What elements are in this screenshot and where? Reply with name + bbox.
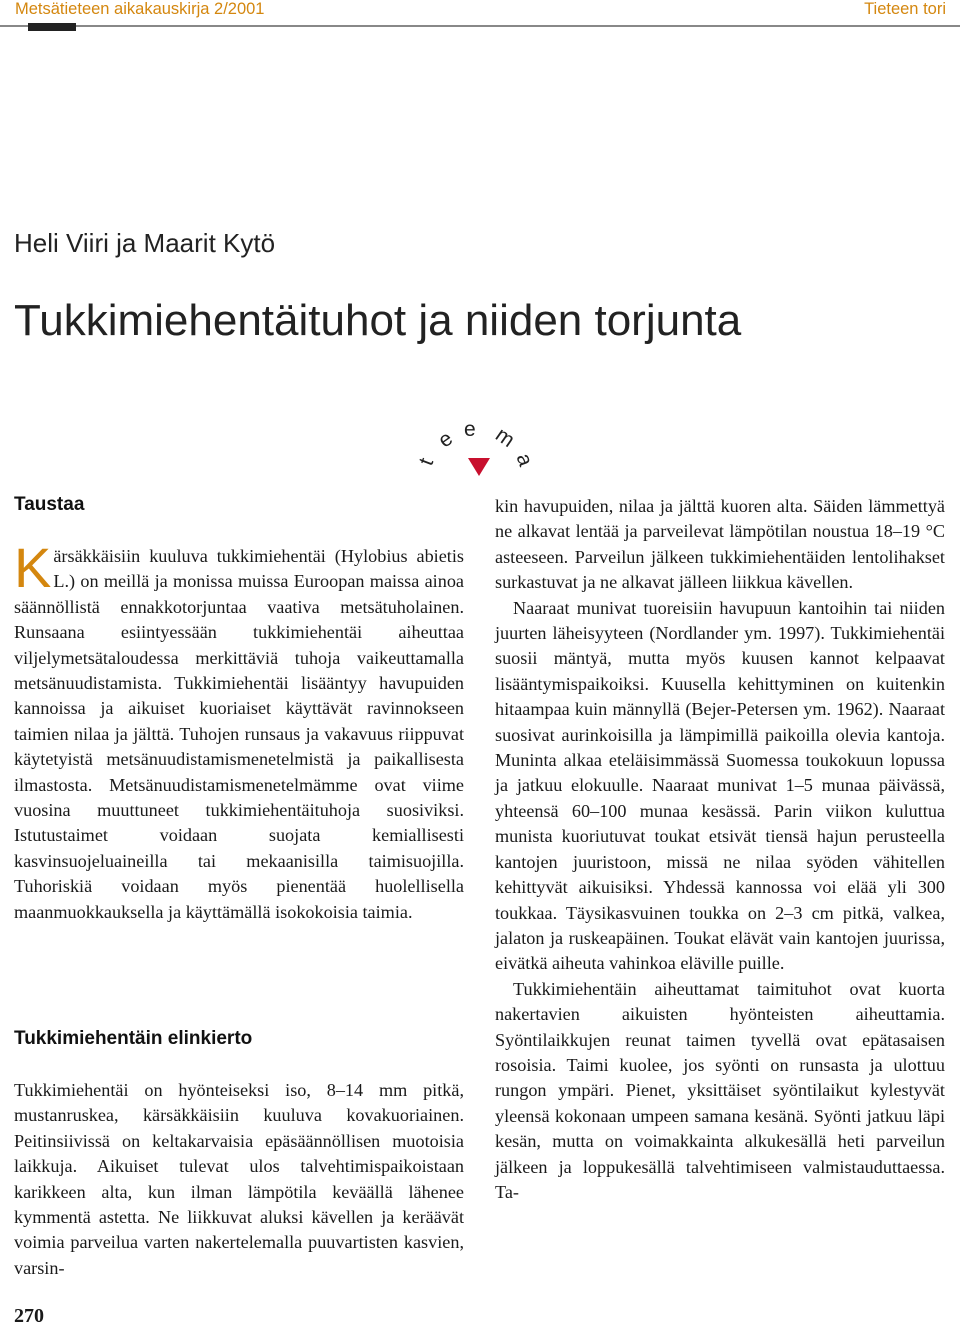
teema-letter-a: a xyxy=(511,450,538,470)
paragraph-lifecycle: Tukkimiehentäi on hyönteiseksi iso, 8–14 mm pitkä, mustanruskea, kärsäkkäisiin kuuluva kovakuoriainen. Peitinsiivissä on keltakarvaisia epäsäännöllisen muotoisia laikkuja. Aikuiset tulevat ulos talvehtimispaikoistaan karikkeen alta, kun ilman lämpötila keväällä lähenee kymmentä astetta. Ne liikkuvat aluksi kävellen ja keräävät voimia parveilua varten nakertelemalla puuvartisten kasvien, varsin- xyxy=(14,1080,464,1278)
teema-letter-e1: e xyxy=(434,426,457,453)
paragraph-intro xyxy=(14,536,464,925)
left-column-para2 xyxy=(14,1078,464,1281)
drop-cap: K xyxy=(14,536,52,599)
paragraph-right-2: Naaraat munivat tuoreisiin havupuun kantoihin tai niiden juurten läheisyyteen (Nordlander ym. 1997). Tukkimiehentäi suosii mäntyä, mutta myös kuusen kannot kelpaavat lisääntymispaikoiksi. Kuusella kehittyminen on kuitenkin hitaampaa kuin männyllä (Bejer-Petersen ym. 1962). Naaraat suosivat aurinkoisilla ja lämpimillä paikoilla olevia kantoja. Muninta alkaa eteläisimmässä Suomessa toukokuun lopussa ja jatkuu elokuulle. Naaraat munivat 1–5 munaa päivässä, yhteensä 60–100 munaa kesässä. Parin viikon kuluttua munista kuoriutuvat toukat etsivät tiensä hajun perusteella kantojen juuristoon, missä ne nilaa syöden vähitellen kehittyvät aikuisiksi. Yhdessä kannossa voi elää yli 300 toukkaa. Täysikasvuinen toukka on 2–3 cm pitkä, valkea, jalaton ja ruskeapäinen. Toukat elävät vain kantojen juurissa, eivätkä aiheuta vahinkoa eläville puille. xyxy=(495,597,945,974)
teema-letter-e2: e xyxy=(464,418,476,441)
heading-elinkierto: Tukkimiehentäin elinkierto xyxy=(14,1028,253,1049)
teema-triangle-icon xyxy=(468,458,490,476)
paragraph-right-3: Tukkimiehentäin aiheuttamat taimituhot ovat kuorta nakertavien aikuisten hyönteisten aiheuttamia. Syöntilaikkujen reunat taimen tyvellä ovat epätasaisen rosoisia. Taimi kuolee, jos syönti on runsasta ja ulottuu rungon ympäri. Pienet, yksittäiset syöntilaikut kylestyvät yleensä kokonaan umpeen samana kesänä. Syönti jatkuu läpi kesän, mutta on voimakkainta alkukesällä heti parveilun jälkeen ja loppukesällä talvehtimiseen valmistauduttaessa. Ta- xyxy=(495,978,945,1202)
teema-letter-t: t xyxy=(414,455,439,469)
article-title: Tukkimiehentäituhot ja niiden torjunta xyxy=(14,296,742,345)
article-authors: Heli Viiri ja Maarit Kytö xyxy=(14,228,276,258)
header-rule xyxy=(0,25,960,27)
header-bar xyxy=(28,23,76,31)
intro-text: ärsäkkäisiin kuuluva tukkimiehentäi (Hylobius abietis L.) on meillä ja monissa muissa Euroopan maissa ainoa säännöllistä ennakkotorjuntaa vaativa metsätuholainen. Runsaana esiintyessään tukkimiehentäi aiheuttaa viljelymetsätaloudessa merkittäviä tuhoja vaikeuttamalla metsänuudistamista. Tukkimiehentäi lisääntyy havupuiden kannoissa ja aikuiset kuoriaiset käyttävät ravinnokseen taimien nilaa ja jälttä. Tuhojen runsaus ja vakavuus riippuvat käytetyistä metsänuudistamismenetelmistä ja paikallisesta ilmastosta. Metsänuudistamismenetelmämme ovat viime vuosina muuttuneet tukkimiehentäituhoja suosiviksi. Istutustaimet voidaan suojata kemiallisesti kasvinsuojeluaineilla tai mekaanisilla taimisuojilla. Tuhoriskiä voidaan myös pienentää huolellisella maanmuokkauksella ja käyttämällä isokokoisia taimia. xyxy=(14,546,464,922)
page-number: 270 xyxy=(14,1305,44,1327)
journal-title: Metsätieteen aikakauskirja 2/2001 xyxy=(15,0,265,18)
teema-letter-m: m xyxy=(491,423,519,453)
left-column-para1 xyxy=(14,536,464,925)
running-header xyxy=(0,0,960,20)
section-title: Tieteen tori xyxy=(864,0,946,18)
paragraph-right-1: kin havupuiden, nilaa ja jälttä kuoren alta. Säiden lämmettyä ne alkavat lentää ja parveilevat lämpötilan noustua 18–19 °C asteeseen. Parveilun jälkeen tukkimiehentäiden lentolihakset surkastuvat ja ne alkavat jälleen liikkua kävellen. xyxy=(495,496,945,593)
heading-taustaa: Taustaa xyxy=(14,494,85,515)
teema-mark xyxy=(414,412,542,478)
right-column xyxy=(495,494,945,1205)
